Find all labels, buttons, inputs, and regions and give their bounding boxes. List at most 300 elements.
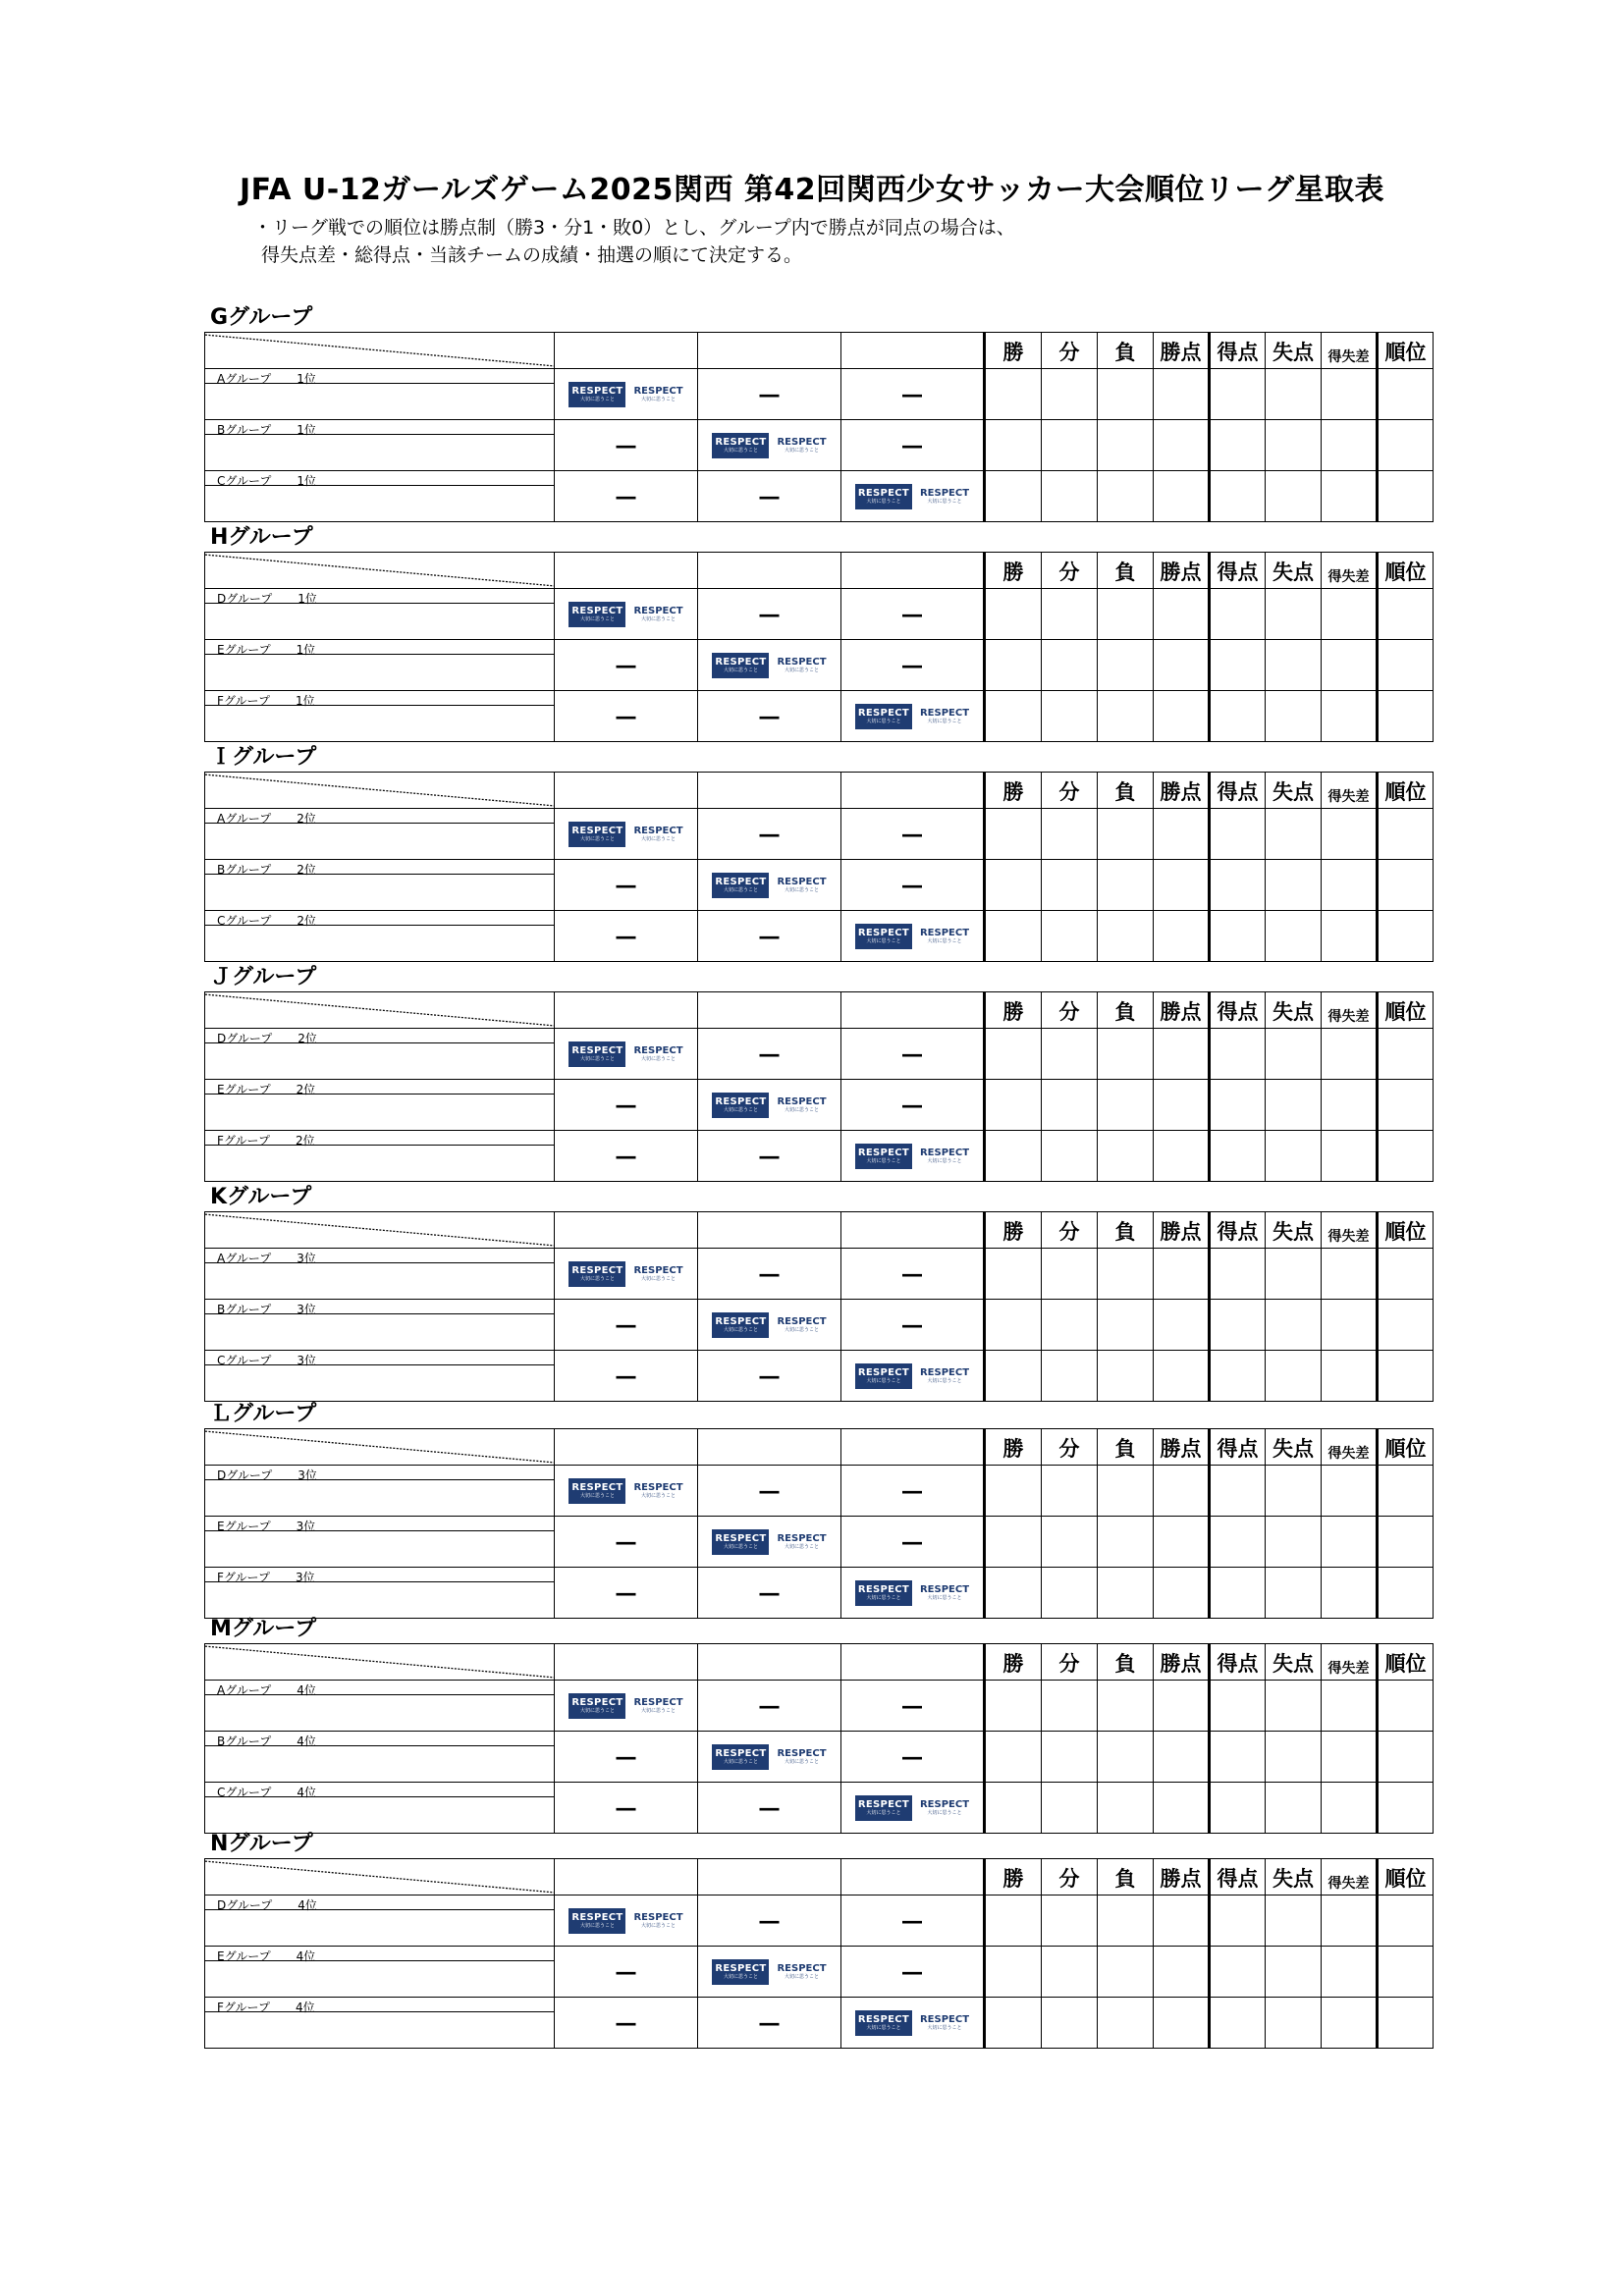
match-result-cell[interactable] <box>698 369 841 420</box>
stat-cell[interactable] <box>1266 860 1322 911</box>
stat-cell[interactable] <box>1378 1896 1434 1947</box>
stat-cell[interactable] <box>1378 1466 1434 1517</box>
stat-cell[interactable] <box>1042 1300 1098 1351</box>
stat-cell[interactable] <box>1098 1351 1154 1402</box>
respect-cell[interactable] <box>555 809 698 860</box>
team-cell[interactable] <box>205 691 555 742</box>
stat-cell[interactable] <box>1378 1732 1434 1783</box>
stat-cell[interactable] <box>1322 809 1378 860</box>
stat-cell[interactable] <box>1098 1783 1154 1834</box>
stat-cell[interactable] <box>985 1947 1042 1998</box>
stat-cell[interactable] <box>985 1131 1042 1182</box>
stat-cell[interactable] <box>1154 1947 1210 1998</box>
stat-cell[interactable] <box>1266 1249 1322 1300</box>
respect-cell[interactable] <box>841 911 985 962</box>
stat-cell[interactable] <box>1210 1080 1266 1131</box>
team-cell[interactable] <box>205 1947 555 1998</box>
respect-cell[interactable] <box>698 1947 841 1998</box>
stat-cell[interactable] <box>1154 911 1210 962</box>
match-result-cell[interactable] <box>555 1732 698 1783</box>
stat-cell[interactable] <box>1210 1947 1266 1998</box>
respect-cell[interactable] <box>555 589 698 640</box>
stat-cell[interactable] <box>1266 1131 1322 1182</box>
match-result-cell[interactable] <box>698 1249 841 1300</box>
stat-cell[interactable] <box>1154 1783 1210 1834</box>
opponent-header-cell <box>698 1859 841 1896</box>
stat-cell[interactable] <box>1378 589 1434 640</box>
respect-cell[interactable] <box>555 369 698 420</box>
stat-cell[interactable] <box>1154 1517 1210 1568</box>
stat-cell[interactable] <box>1042 1249 1098 1300</box>
match-result-cell[interactable] <box>841 1732 985 1783</box>
stat-cell[interactable] <box>1154 1681 1210 1732</box>
stat-cell[interactable] <box>1154 1568 1210 1619</box>
respect-cell[interactable] <box>841 1131 985 1182</box>
respect-cell[interactable] <box>841 471 985 522</box>
match-result-cell[interactable] <box>698 471 841 522</box>
stat-cell[interactable] <box>1098 1080 1154 1131</box>
respect-cell[interactable] <box>698 1732 841 1783</box>
stat-cell[interactable] <box>1042 1896 1098 1947</box>
match-result-cell[interactable] <box>698 589 841 640</box>
respect-cell[interactable] <box>698 1080 841 1131</box>
stat-cell[interactable] <box>1378 860 1434 911</box>
stat-cell[interactable] <box>985 1249 1042 1300</box>
stat-cell[interactable] <box>1322 1681 1378 1732</box>
stat-cell[interactable] <box>1322 1732 1378 1783</box>
stat-cell[interactable] <box>1154 471 1210 522</box>
respect-main: RESPECT <box>857 1798 910 1810</box>
match-result-cell[interactable] <box>555 1568 698 1619</box>
respect-cell[interactable] <box>841 1998 985 2049</box>
match-result-cell[interactable] <box>555 471 698 522</box>
match-result-cell[interactable] <box>841 1681 985 1732</box>
dash-mark: ― <box>759 1144 780 1168</box>
stat-cell[interactable] <box>985 1351 1042 1402</box>
stat-cell[interactable] <box>1378 1300 1434 1351</box>
stat-cell[interactable] <box>1322 369 1378 420</box>
stat-cell[interactable] <box>1378 1249 1434 1300</box>
stat-cell[interactable] <box>1098 1029 1154 1080</box>
stat-cell[interactable] <box>1266 1783 1322 1834</box>
stat-cell[interactable] <box>1098 1466 1154 1517</box>
stat-cell[interactable] <box>1322 1131 1378 1182</box>
stat-cell[interactable] <box>1266 1896 1322 1947</box>
stat-cell[interactable] <box>1210 1300 1266 1351</box>
stat-cell[interactable] <box>1210 1568 1266 1619</box>
match-result-cell[interactable] <box>698 1681 841 1732</box>
stat-cell[interactable] <box>1098 691 1154 742</box>
team-cell[interactable] <box>205 589 555 640</box>
match-result-cell[interactable] <box>841 1300 985 1351</box>
stat-cell[interactable] <box>1210 809 1266 860</box>
stat-cell[interactable] <box>1378 1681 1434 1732</box>
match-result-cell[interactable] <box>841 640 985 691</box>
stat-cell[interactable] <box>985 1517 1042 1568</box>
stat-cell[interactable] <box>1042 911 1098 962</box>
stat-cell[interactable] <box>985 860 1042 911</box>
stat-cell[interactable] <box>1098 1681 1154 1732</box>
stat-cell[interactable] <box>1378 1783 1434 1834</box>
stat-cell[interactable] <box>1322 420 1378 471</box>
stat-cell[interactable] <box>985 1568 1042 1619</box>
stat-cell[interactable] <box>1042 1732 1098 1783</box>
stat-cell[interactable] <box>985 1029 1042 1080</box>
stat-cell[interactable] <box>985 1080 1042 1131</box>
respect-cell[interactable] <box>555 1029 698 1080</box>
match-result-cell[interactable] <box>698 911 841 962</box>
stat-cell[interactable] <box>1378 369 1434 420</box>
stat-cell[interactable] <box>1098 1249 1154 1300</box>
stat-cell[interactable] <box>1266 1998 1322 2049</box>
stat-cell[interactable] <box>1378 911 1434 962</box>
stat-cell[interactable] <box>1322 1300 1378 1351</box>
team-cell[interactable] <box>205 1351 555 1402</box>
stat-cell[interactable] <box>1042 1466 1098 1517</box>
stat-cell[interactable] <box>1210 1998 1266 2049</box>
stat-cell[interactable] <box>1322 860 1378 911</box>
stat-cell[interactable] <box>1210 640 1266 691</box>
stat-cell[interactable] <box>1042 809 1098 860</box>
stat-cell[interactable] <box>1210 1131 1266 1182</box>
respect-cell[interactable] <box>698 640 841 691</box>
stat-cell[interactable] <box>1098 1131 1154 1182</box>
stat-header: 分 <box>1042 1859 1098 1896</box>
stat-cell[interactable] <box>1042 640 1098 691</box>
stat-cell[interactable] <box>1378 640 1434 691</box>
team-source-rank: 3位 <box>295 1571 315 1584</box>
team-cell[interactable] <box>205 1896 555 1947</box>
stat-cell[interactable] <box>1210 589 1266 640</box>
stat-cell[interactable] <box>1042 1568 1098 1619</box>
match-result-cell[interactable] <box>841 589 985 640</box>
stat-cell[interactable] <box>1266 589 1322 640</box>
stat-cell[interactable] <box>985 369 1042 420</box>
stat-cell[interactable] <box>1266 911 1322 962</box>
respect-cell[interactable] <box>841 1351 985 1402</box>
match-result-cell[interactable] <box>698 1783 841 1834</box>
stat-cell[interactable] <box>1154 1732 1210 1783</box>
team-cell[interactable] <box>205 809 555 860</box>
match-result-cell[interactable] <box>698 1568 841 1619</box>
respect-logo <box>698 1959 840 1985</box>
stat-cell[interactable] <box>1098 911 1154 962</box>
stat-cell[interactable] <box>1042 369 1098 420</box>
stat-cell[interactable] <box>1210 471 1266 522</box>
respect-cell[interactable] <box>698 1517 841 1568</box>
stat-cell[interactable] <box>1210 1466 1266 1517</box>
team-cell[interactable] <box>205 1131 555 1182</box>
stat-cell[interactable] <box>1154 640 1210 691</box>
team-cell[interactable] <box>205 1300 555 1351</box>
team-cell[interactable] <box>205 471 555 522</box>
respect-cell[interactable] <box>555 1466 698 1517</box>
stat-cell[interactable] <box>1042 691 1098 742</box>
stat-cell[interactable] <box>1210 1896 1266 1947</box>
match-result-cell[interactable] <box>698 1998 841 2049</box>
stat-cell[interactable] <box>985 1783 1042 1834</box>
stat-cell[interactable] <box>985 691 1042 742</box>
match-result-cell[interactable] <box>841 1947 985 1998</box>
stat-cell[interactable] <box>1042 1517 1098 1568</box>
stat-cell[interactable] <box>1322 1466 1378 1517</box>
match-result-cell[interactable] <box>698 1896 841 1947</box>
match-result-cell[interactable] <box>841 1249 985 1300</box>
team-cell[interactable] <box>205 911 555 962</box>
stat-cell[interactable] <box>1098 1300 1154 1351</box>
stat-cell[interactable] <box>1098 471 1154 522</box>
stat-cell[interactable] <box>1322 1517 1378 1568</box>
stat-header: 負 <box>1098 992 1154 1029</box>
stat-cell[interactable] <box>1378 1080 1434 1131</box>
stat-cell[interactable] <box>1154 420 1210 471</box>
stat-cell[interactable] <box>1322 1351 1378 1402</box>
match-result-cell[interactable] <box>555 1080 698 1131</box>
team-cell[interactable] <box>205 1517 555 1568</box>
stat-cell[interactable] <box>1322 1783 1378 1834</box>
match-result-cell[interactable] <box>841 1517 985 1568</box>
stat-cell[interactable] <box>1098 809 1154 860</box>
match-result-cell[interactable] <box>841 1896 985 1947</box>
stat-cell[interactable] <box>1154 1029 1210 1080</box>
stat-cell[interactable] <box>1210 691 1266 742</box>
team-cell[interactable] <box>205 1783 555 1834</box>
stat-cell[interactable] <box>1098 1896 1154 1947</box>
stat-cell[interactable] <box>1154 691 1210 742</box>
stat-cell[interactable] <box>1154 1249 1210 1300</box>
match-result-cell[interactable] <box>841 809 985 860</box>
stat-cell[interactable] <box>985 1681 1042 1732</box>
stat-cell[interactable] <box>1378 691 1434 742</box>
stat-cell[interactable] <box>1266 640 1322 691</box>
stat-cell[interactable] <box>1098 1998 1154 2049</box>
stat-cell[interactable] <box>1378 1568 1434 1619</box>
stat-cell[interactable] <box>1322 1249 1378 1300</box>
team-cell[interactable] <box>205 1568 555 1619</box>
stat-cell[interactable] <box>1322 1947 1378 1998</box>
stat-cell[interactable] <box>1098 640 1154 691</box>
stat-cell[interactable] <box>1266 1080 1322 1131</box>
stat-cell[interactable] <box>1154 1080 1210 1131</box>
stat-cell[interactable] <box>1266 420 1322 471</box>
match-result-cell[interactable] <box>555 1998 698 2049</box>
stat-cell[interactable] <box>1154 589 1210 640</box>
stat-cell[interactable] <box>985 420 1042 471</box>
stat-cell[interactable] <box>1098 1517 1154 1568</box>
stat-cell[interactable] <box>1154 1351 1210 1402</box>
stat-cell[interactable] <box>1098 1732 1154 1783</box>
team-cell[interactable] <box>205 1080 555 1131</box>
stat-cell[interactable] <box>1042 1998 1098 2049</box>
stat-cell[interactable] <box>985 1466 1042 1517</box>
stat-cell[interactable] <box>1266 1300 1322 1351</box>
stat-cell[interactable] <box>1322 471 1378 522</box>
stat-cell[interactable] <box>985 589 1042 640</box>
match-result-cell[interactable] <box>698 1466 841 1517</box>
match-result-cell[interactable] <box>555 911 698 962</box>
respect-cell[interactable] <box>841 1568 985 1619</box>
stat-cell[interactable] <box>1154 1998 1210 2049</box>
match-result-cell[interactable] <box>555 420 698 471</box>
match-result-cell[interactable] <box>555 1947 698 1998</box>
team-cell[interactable] <box>205 860 555 911</box>
stat-cell[interactable] <box>985 1998 1042 2049</box>
stat-cell[interactable] <box>1042 1080 1098 1131</box>
stat-cell[interactable] <box>1378 1517 1434 1568</box>
match-result-cell[interactable] <box>698 809 841 860</box>
respect-cell[interactable] <box>555 1896 698 1947</box>
team-cell[interactable] <box>205 1732 555 1783</box>
stat-cell[interactable] <box>1266 471 1322 522</box>
respect-main: RESPECT <box>633 605 683 616</box>
stat-cell[interactable] <box>1098 1947 1154 1998</box>
stat-cell[interactable] <box>1322 1080 1378 1131</box>
stat-cell[interactable] <box>1378 1029 1434 1080</box>
stat-cell[interactable] <box>1378 809 1434 860</box>
stat-cell[interactable] <box>985 809 1042 860</box>
stat-cell[interactable] <box>985 640 1042 691</box>
stat-cell[interactable] <box>985 471 1042 522</box>
stat-cell[interactable] <box>1098 589 1154 640</box>
stat-cell[interactable] <box>1378 1947 1434 1998</box>
match-result-cell[interactable] <box>841 369 985 420</box>
stat-header: 勝点 <box>1154 333 1210 369</box>
match-result-cell[interactable] <box>555 691 698 742</box>
match-result-cell[interactable] <box>555 1517 698 1568</box>
stat-cell[interactable] <box>1266 1568 1322 1619</box>
match-result-cell[interactable] <box>698 1131 841 1182</box>
stat-cell[interactable] <box>1266 369 1322 420</box>
stat-cell[interactable] <box>1042 589 1098 640</box>
match-result-cell[interactable] <box>841 860 985 911</box>
match-result-cell[interactable] <box>555 860 698 911</box>
stat-cell[interactable] <box>1098 369 1154 420</box>
stat-cell[interactable] <box>1210 1249 1266 1300</box>
stat-cell[interactable] <box>1266 1351 1322 1402</box>
stat-cell[interactable] <box>1322 640 1378 691</box>
match-result-cell[interactable] <box>555 1300 698 1351</box>
stat-cell[interactable] <box>1210 369 1266 420</box>
stat-cell[interactable] <box>1210 911 1266 962</box>
stat-cell[interactable] <box>1266 1732 1322 1783</box>
stat-cell[interactable] <box>1042 1783 1098 1834</box>
stat-cell[interactable] <box>985 1300 1042 1351</box>
stat-cell[interactable] <box>1098 860 1154 911</box>
match-result-cell[interactable] <box>698 691 841 742</box>
stat-cell[interactable] <box>1322 589 1378 640</box>
stat-cell[interactable] <box>1210 1732 1266 1783</box>
stat-cell[interactable] <box>1378 471 1434 522</box>
stat-cell[interactable] <box>1042 1029 1098 1080</box>
stat-cell[interactable] <box>1266 1681 1322 1732</box>
match-result-cell[interactable] <box>841 420 985 471</box>
match-result-cell[interactable] <box>555 1351 698 1402</box>
respect-cell[interactable] <box>555 1681 698 1732</box>
match-result-cell[interactable] <box>555 1783 698 1834</box>
dash-mark: ― <box>902 1693 922 1718</box>
match-result-cell[interactable] <box>841 1466 985 1517</box>
respect-cell[interactable] <box>698 860 841 911</box>
stat-cell[interactable] <box>1098 420 1154 471</box>
stat-cell[interactable] <box>1154 1131 1210 1182</box>
stat-cell[interactable] <box>1154 809 1210 860</box>
stat-cell[interactable] <box>1210 1351 1266 1402</box>
stat-cell[interactable] <box>1154 1466 1210 1517</box>
respect-cell[interactable] <box>698 420 841 471</box>
stat-cell[interactable] <box>1322 1029 1378 1080</box>
stat-cell[interactable] <box>985 911 1042 962</box>
stat-cell[interactable] <box>1266 1517 1322 1568</box>
stat-cell[interactable] <box>1042 420 1098 471</box>
respect-cell[interactable] <box>841 1783 985 1834</box>
respect-cell[interactable] <box>841 691 985 742</box>
match-result-cell[interactable] <box>555 640 698 691</box>
team-name-line <box>205 654 554 655</box>
stat-cell[interactable] <box>1322 1896 1378 1947</box>
team-cell[interactable] <box>205 1998 555 2049</box>
team-cell[interactable] <box>205 640 555 691</box>
stat-cell[interactable] <box>1378 420 1434 471</box>
stat-cell[interactable] <box>1378 1131 1434 1182</box>
stat-cell[interactable] <box>1042 1947 1098 1998</box>
stat-cell[interactable] <box>1042 1131 1098 1182</box>
stat-cell[interactable] <box>1322 1568 1378 1619</box>
stat-cell[interactable] <box>1378 1998 1434 2049</box>
team-cell[interactable] <box>205 1249 555 1300</box>
stat-cell[interactable] <box>1210 1029 1266 1080</box>
team-cell[interactable] <box>205 1029 555 1080</box>
respect-cell[interactable] <box>698 1300 841 1351</box>
team-cell[interactable] <box>205 369 555 420</box>
stat-cell[interactable] <box>1210 420 1266 471</box>
team-cell[interactable] <box>205 420 555 471</box>
stat-cell[interactable] <box>1154 369 1210 420</box>
stat-cell[interactable] <box>1042 471 1098 522</box>
stat-cell[interactable] <box>1098 1568 1154 1619</box>
match-result-cell[interactable] <box>841 1029 985 1080</box>
stat-cell[interactable] <box>1266 691 1322 742</box>
stat-cell[interactable] <box>1266 1029 1322 1080</box>
stat-cell[interactable] <box>1154 1896 1210 1947</box>
stat-cell[interactable] <box>985 1896 1042 1947</box>
team-cell[interactable] <box>205 1466 555 1517</box>
respect-badge <box>855 1795 912 1821</box>
stat-cell[interactable] <box>1322 1998 1378 2049</box>
respect-cell[interactable] <box>555 1249 698 1300</box>
stat-cell[interactable] <box>1210 860 1266 911</box>
match-result-cell[interactable] <box>698 1029 841 1080</box>
match-result-cell[interactable] <box>555 1131 698 1182</box>
stat-cell[interactable] <box>985 1732 1042 1783</box>
stat-cell[interactable] <box>1042 860 1098 911</box>
stat-cell[interactable] <box>1322 691 1378 742</box>
stat-cell[interactable] <box>1266 1466 1322 1517</box>
stat-cell[interactable] <box>1154 1300 1210 1351</box>
stat-cell[interactable] <box>1378 1351 1434 1402</box>
stat-cell[interactable] <box>1322 911 1378 962</box>
match-result-cell[interactable] <box>841 1080 985 1131</box>
stat-cell[interactable] <box>1042 1351 1098 1402</box>
match-result-cell[interactable] <box>698 1351 841 1402</box>
stat-cell[interactable] <box>1266 809 1322 860</box>
stat-cell[interactable] <box>1210 1517 1266 1568</box>
team-cell[interactable] <box>205 1681 555 1732</box>
stat-cell[interactable] <box>1210 1681 1266 1732</box>
stat-cell[interactable] <box>1042 1681 1098 1732</box>
stat-cell[interactable] <box>1266 1947 1322 1998</box>
stat-cell[interactable] <box>1154 860 1210 911</box>
stat-cell[interactable] <box>1210 1783 1266 1834</box>
